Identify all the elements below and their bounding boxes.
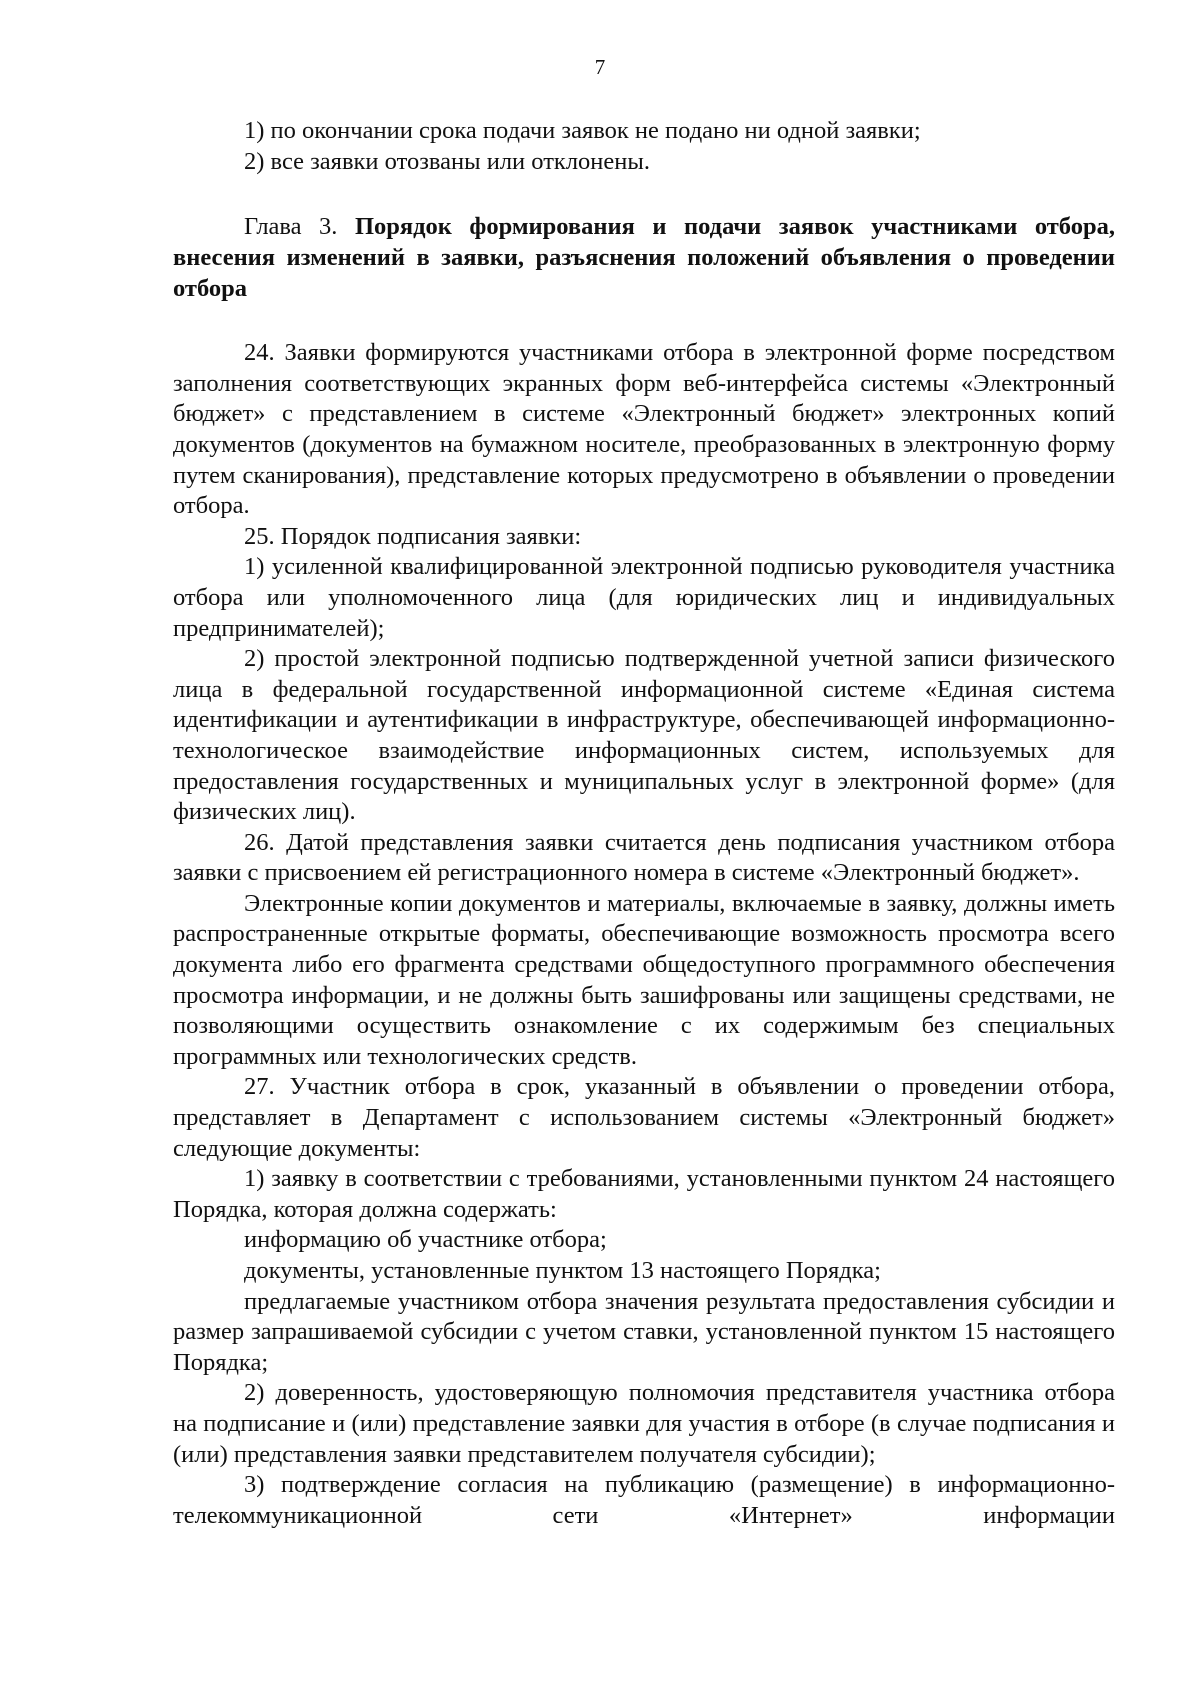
page-number: 7 [594,55,606,79]
paragraph-25-item-1: 1) усиленной квалифицированной электронной подписью руководителя участника отбора или уполномоченного лица (для юридических лиц и индивидуальных предпринимателей); [173,553,1115,642]
paragraph-26: 26. Датой представления заявки считается день подписания участником отбора заявки с присвоением ей регистрационного номера в системе «Электронный бюджет». [173,828,1115,887]
chapter-heading [173,211,1115,304]
chapter-prefix: Глава 3. [244,213,355,241]
paragraph-27-item-1-docs: документы, установленные пунктом 13 настоящего Порядка; [244,1257,881,1284]
paragraph-27: 27. Участник отбора в срок, указанный в объявлении о проведении отбора, представляет в Департамент с использованием системы «Электронный бюджет» следующие документы: [173,1073,1115,1162]
paragraph-27-item-1: 1) заявку в соответствии с требованиями, установленными пунктом 24 настоящего Порядка, которая должна содержать: [173,1165,1115,1223]
paragraph-25: 25. Порядок подписания заявки: [244,522,582,550]
paragraph-25-item-2: 2) простой электронной подписью подтвержденной учетной записи физического лица в федеральной государственной информационной системе «Единая система идентификации и аутентификации в инфраструктуре, обеспечивающей информационно-технологическое взаимодействие информационных систем, используемых для предоставления государственных и муниципальных услуг в электронной форме» (для физических лиц). [173,645,1115,826]
paragraph-clause-2: 2) все заявки отозваны или отклонены. [244,147,650,175]
chapter-title: Порядок формирования и подачи заявок участниками отбора, внесения изменений в заявки, разъяснения положений объявления о проведении отбора [173,213,1115,303]
paragraph-clause-1: 1) по окончании срока подачи заявок не подано ни одной заявки; [244,117,921,144]
paragraph-27-item-3: 3) подтверждение согласия на публикацию (размещение) в информационно-телекоммуникационной сети «Интернет» информации [173,1471,1115,1529]
document-body [173,116,1115,1531]
paragraph-27-item-1-values: предлагаемые участником отбора значения результата предоставления субсидии и размер запрашиваемой субсидии с учетом ставки, установленной пунктом 15 настоящего Порядка; [173,1287,1115,1376]
paragraph-24: 24. Заявки формируются участниками отбора в электронной форме посредством заполнения соответствующих экранных форм веб-интерфейса системы «Электронный бюджет» с представлением в системе «Электронный бюджет» электронных копий документов (документов на бумажном носителе, преобразованных в электронную форму путем сканирования), представление которых предусмотрено в объявлении о проведении отбора. [173,339,1115,520]
paragraph-27-item-2: 2) доверенность, удостоверяющую полномочия представителя участника отбора на подписание и (или) представление заявки для участия в отборе (в случае подписания и (или) представления заявки представителем получателя субсидии); [173,1379,1115,1468]
paragraph-27-item-1-info: информацию об участнике отбора; [244,1226,607,1254]
paragraph-26-copies: Электронные копии документов и материалы, включаемые в заявку, должны иметь распространенные открытые форматы, обеспечивающие возможность просмотра всего документа либо его фрагмента средствами общедоступного программного обеспечения просмотра информации, и не должны быть зашифрованы или защищены средствами, не позволяющими осуществить ознакомление с их содержимым без специальных программных или технологических средств. [173,889,1115,1070]
